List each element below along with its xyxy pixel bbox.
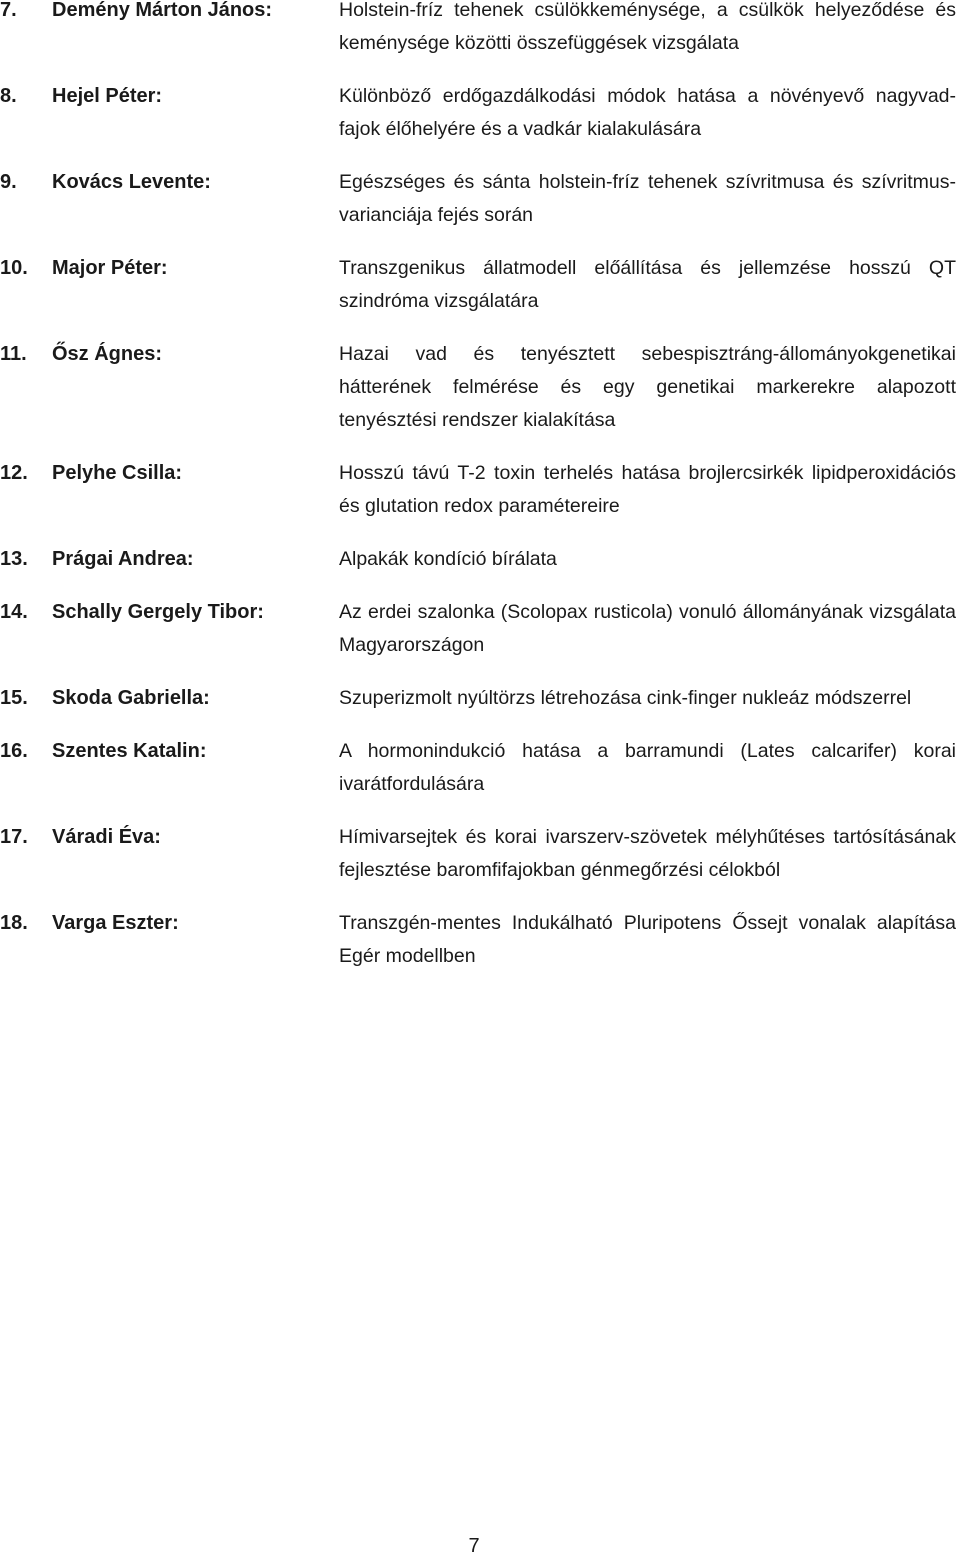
list-item [0,543,960,576]
list-item [0,682,960,715]
entry-number: 13. [0,548,28,570]
entry-number: 8. [0,85,17,107]
entry-author: Varga Eszter: [52,912,179,934]
list-item [0,735,960,801]
entry-author: Szentes Katalin: [52,740,207,762]
list-item [0,0,960,60]
entry-author: Skoda Gabriella: [52,687,210,709]
list-item [0,80,960,146]
entry-number: 18. [0,912,28,934]
entry-author: Ősz Ágnes: [52,343,163,365]
entry-title: Transzgenikus állatmodell előállítása és jellemzése hosszú QT szindróma vizsgálatára [339,257,956,312]
entry-title: Az erdei szalonka (Scolopax rusticola) vonuló állományának vizsgálata Magyarországon [339,601,956,656]
entry-author: Schally Gergely Tibor: [52,601,264,623]
entry-title: Hazai vad és tenyésztett sebespisztráng-állományokgenetikai hátterének felmérése és egy genetikai markerekre alapozott tenyésztési rendszer kialakítása [339,343,956,431]
entry-title: Különböző erdőgazdálkodási módok hatása a növényevő nagyvad-fajok élőhelyére és a vadkár kialakulására [339,85,956,140]
entry-author: Prágai Andrea: [52,548,194,570]
entry-title: Alpakák kondíció bírálata [339,548,557,570]
entry-title: Szuperizmolt nyúltörzs létrehozása cink-finger nukleáz módszerrel [339,687,912,709]
list-item [0,166,960,232]
list-item [0,821,960,887]
entry-number: 14. [0,601,28,623]
entry-title: A hormonindukció hatása a barramundi (Lates calcarifer) korai ivarátfordulására [339,740,956,795]
entry-title: Transzgén-mentes Indukálható Pluripotens Őssejt vonalak alapítása Egér modellben [339,912,956,967]
entry-number: 7. [0,0,17,21]
page-number: 7 [468,1535,480,1557]
entry-number: 10. [0,257,28,279]
entry-number: 12. [0,462,28,484]
entry-title: Hosszú távú T-2 toxin terhelés hatása brojlercsirkék lipidperoxidációs és glutation redox paramétereire [339,462,956,517]
entry-number: 16. [0,740,28,762]
entry-number: 15. [0,687,28,709]
list-item [0,907,960,973]
list-item [0,457,960,523]
entry-author: Váradi Éva: [52,826,161,848]
entry-number: 9. [0,171,17,193]
list-item [0,596,960,662]
entry-number: 11. [0,343,27,365]
entry-author: Demény Márton János: [52,0,273,21]
entry-title: Egészséges és sánta holstein-fríz tehenek szívritmusa és szívritmus-varianciája fejés során [339,171,956,226]
entry-author: Pelyhe Csilla: [52,462,183,484]
list-item [0,338,960,437]
entry-author: Hejel Péter: [52,85,163,107]
list-item [0,252,960,318]
entry-title: Holstein-fríz tehenek csülökkeménysége, a csülkök helyeződése és keménysége közötti összefüggések vizsgálata [339,0,956,54]
entry-title: Hímivarsejtek és korai ivarszerv-szövetek mélyhűtéses tartósításának fejlesztése baromfifajokban génmegőrzési célokból [339,826,956,881]
entry-number: 17. [0,826,28,848]
entry-author: Major Péter: [52,257,168,279]
entry-author: Kovács Levente: [52,171,211,193]
